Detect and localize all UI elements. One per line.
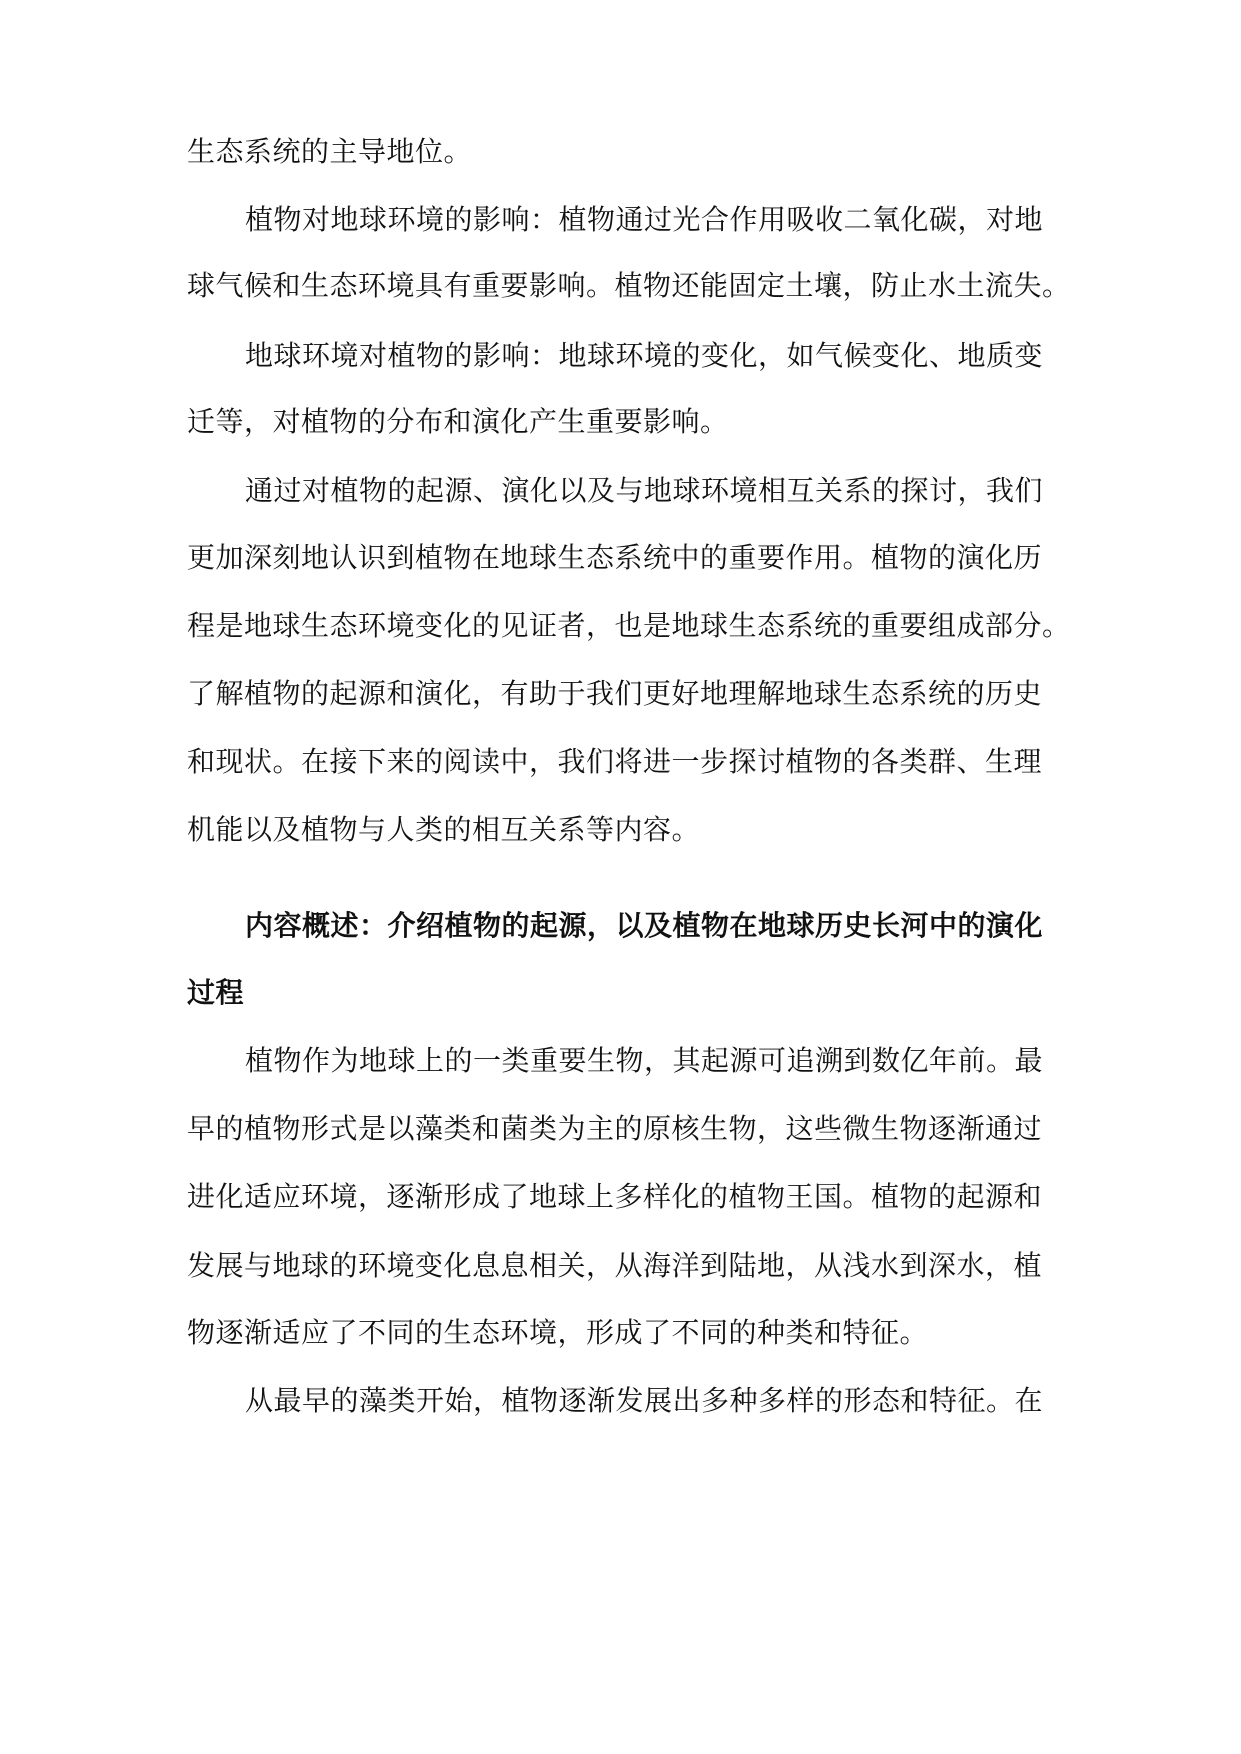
text-line: 通过对植物的起源、演化以及与地球环境相互关系的探讨，我们 <box>245 474 1044 507</box>
text-line: 植物作为地球上的一类重要生物，其起源可追溯到数亿年前。最 <box>245 1044 1044 1077</box>
section-heading: 过程 <box>187 976 245 1009</box>
section-heading: 内容概述：介绍植物的起源，以及植物在地球历史长河中的演化 <box>245 909 1044 942</box>
text-line: 发展与地球的环境变化息息相关，从海洋到陆地，从浅水到深水，植 <box>187 1249 1043 1282</box>
text-line: 了解植物的起源和演化，有助于我们更好地理解地球生态系统的历史 <box>187 677 1043 710</box>
text-line: 和现状。在接下来的阅读中，我们将进一步探讨植物的各类群、生理 <box>187 745 1043 778</box>
text-line: 从最早的藻类开始，植物逐渐发展出多种多样的形态和特征。在 <box>245 1384 1044 1417</box>
text-line: 生态系统的主导地位。 <box>187 135 473 168</box>
text-line: 植物对地球环境的影响：植物通过光合作用吸收二氧化碳，对地 <box>245 203 1044 236</box>
text-line: 早的植物形式是以藻类和菌类为主的原核生物，这些微生物逐渐通过 <box>187 1112 1043 1145</box>
text-line: 物逐渐适应了不同的生态环境，形成了不同的种类和特征。 <box>187 1316 929 1349</box>
text-line: 程是地球生态环境变化的见证者，也是地球生态系统的重要组成部分。 <box>187 609 1071 642</box>
text-line: 球气候和生态环境具有重要影响。植物还能固定土壤，防止水土流失。 <box>187 269 1071 302</box>
text-line: 更加深刻地认识到植物在地球生态系统中的重要作用。植物的演化历 <box>187 541 1043 574</box>
text-line: 进化适应环境，逐渐形成了地球上多样化的植物王国。植物的起源和 <box>187 1180 1043 1213</box>
text-line: 机能以及植物与人类的相互关系等内容。 <box>187 813 701 846</box>
text-line: 地球环境对植物的影响：地球环境的变化，如气候变化、地质变 <box>245 339 1044 372</box>
text-line: 迁等，对植物的分布和演化产生重要影响。 <box>187 405 729 438</box>
